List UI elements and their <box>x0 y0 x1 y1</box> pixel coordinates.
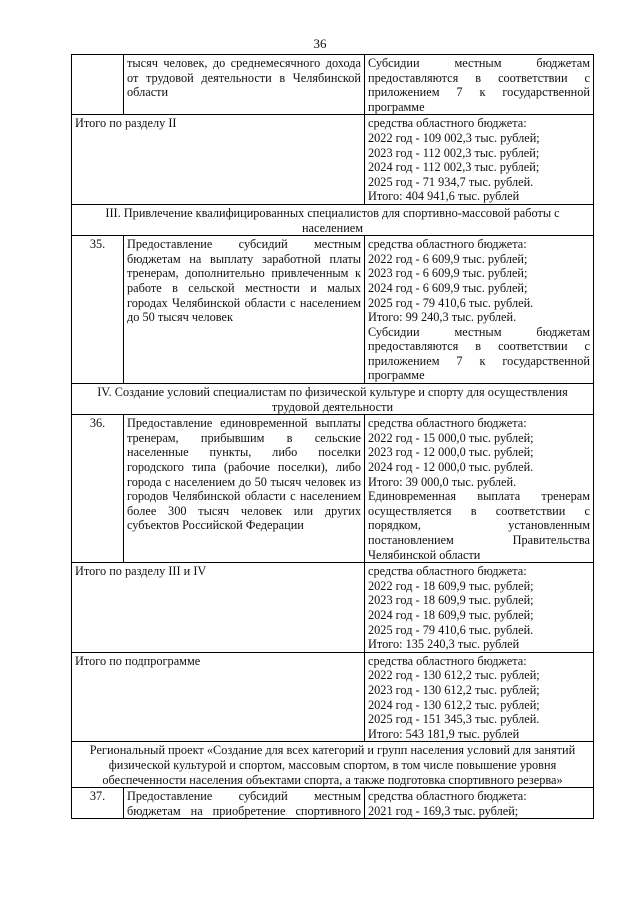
funding-cell <box>365 115 594 205</box>
funding-line: 2022 год - 15 000,0 тыс. рублей; <box>368 430 534 445</box>
funding-note: Субсидии местным бюджетам предоставляются в соответствии с приложением 7 к государственной программе <box>368 324 590 383</box>
funding-line: средства областного бюджета: <box>368 237 527 252</box>
row-number <box>72 55 124 115</box>
funding-line: 2025 год - 79 410,6 тыс. рублей. <box>368 622 534 637</box>
funding-line: 2023 год - 6 609,9 тыс. рублей; <box>368 266 528 281</box>
table-row <box>72 55 594 115</box>
funding-line: 2024 год - 6 609,9 тыс. рублей; <box>368 280 528 295</box>
total-label: Итого по подпрограмме <box>72 652 365 742</box>
funding-cell <box>365 415 594 563</box>
funding-line: 2023 год - 112 002,3 тыс. рублей; <box>368 145 540 160</box>
table-row <box>72 788 594 819</box>
table-row <box>72 236 594 384</box>
row-number: 35. <box>72 236 124 384</box>
funding-cell <box>365 563 594 653</box>
funding-line: 2025 год - 79 410,6 тыс. рублей. <box>368 295 534 310</box>
regional-project-row <box>72 742 594 788</box>
funding-line: 2022 год - 109 002,3 тыс. рублей; <box>368 130 540 145</box>
funding-line: средства областного бюджета: <box>368 789 527 804</box>
funding-line: 2023 год - 18 609,9 тыс. рублей; <box>368 593 534 608</box>
funding-line: Итого: 99 240,3 тыс. рублей. <box>368 310 517 325</box>
regional-project-title: Региональный проект «Создание для всех категорий и групп населения условий для занятий физической культурой и спортом, массовым спортом, в том числе повышение уровня обеспеченности населения объектами спорта, а также подготовка спортивного резерва» <box>72 742 594 788</box>
funding-line: Итого: 135 240,3 тыс. рублей <box>368 637 520 652</box>
funding-line: 2022 год - 130 612,2 тыс. рублей; <box>368 668 540 683</box>
funding-line: 2022 год - 6 609,9 тыс. рублей; <box>368 251 528 266</box>
funding-line: 2023 год - 12 000,0 тыс. рублей; <box>368 445 534 460</box>
section-header-row <box>72 204 594 235</box>
funding-cell <box>365 652 594 742</box>
measure-description: Предоставление субсидий местным бюджетам на выплату заработной платы тренерам, дополнительно привлеченным к работе в сельской местности и малых городах Челябинской области с населением до 50 тысяч человек <box>124 236 365 384</box>
row-number: 36. <box>72 415 124 563</box>
funding-line: 2025 год - 71 934,7 тыс. рублей. <box>368 174 534 189</box>
total-label: Итого по разделу III и IV <box>72 563 365 653</box>
subprogram-total-row <box>72 652 594 742</box>
measure-description: Предоставление субсидий местным бюджетам на приобретение спортивного <box>124 788 365 819</box>
funding-line: средства областного бюджета: <box>368 564 527 579</box>
table-row <box>72 415 594 563</box>
funding-line: 2021 год - 169,3 тыс. рублей; <box>368 803 519 818</box>
section-total-row <box>72 115 594 205</box>
total-label: Итого по разделу II <box>72 115 365 205</box>
program-table <box>71 54 594 819</box>
funding-line: 2022 год - 18 609,9 тыс. рублей; <box>368 578 534 593</box>
funding-line: 2024 год - 112 002,3 тыс. рублей; <box>368 160 540 175</box>
funding-cell <box>365 236 594 384</box>
funding-note: Единовременная выплата тренерам осуществляется в соответствии с порядком, установленным постановлением Правительства Челябинской области <box>368 489 590 562</box>
page-number: 36 <box>313 36 327 51</box>
funding-note: Субсидии местным бюджетам предоставляются в соответствии с приложением 7 к государственной программе <box>365 55 594 115</box>
funding-line: 2025 год - 151 345,3 тыс. рублей. <box>368 712 540 727</box>
measure-description: Предоставление единовременной выплаты тренерам, прибывшим в сельские населенные пункты, либо поселки городского типа (рабочие поселки), либо города с населением до 50 тысяч человек из городов Челябинской области с населением более 300 тысяч человек или других субъектов Российской Федерации <box>124 415 365 563</box>
funding-line: средства областного бюджета: <box>368 416 527 431</box>
funding-cell <box>365 788 594 819</box>
funding-line: средства областного бюджета: <box>368 116 527 131</box>
section-total-row <box>72 563 594 653</box>
funding-line: Итого: 39 000,0 тыс. рублей. <box>368 474 517 489</box>
section-title: IV. Создание условий специалистам по физической культуре и спорту для осуществления трудовой деятельности <box>72 384 594 415</box>
funding-line: Итого: 404 941,6 тыс. рублей <box>368 189 520 204</box>
funding-line: 2024 год - 18 609,9 тыс. рублей; <box>368 607 534 622</box>
measure-description: тысяч человек, до среднемесячного дохода от трудовой деятельности в Челябинской области <box>124 55 365 115</box>
funding-line: средства областного бюджета: <box>368 653 527 668</box>
section-header-row <box>72 384 594 415</box>
section-title: III. Привлечение квалифицированных специалистов для спортивно-массовой работы с населением <box>72 204 594 235</box>
funding-line: 2023 год - 130 612,2 тыс. рублей; <box>368 682 540 697</box>
row-number: 37. <box>72 788 124 819</box>
funding-line: 2024 год - 12 000,0 тыс. рублей. <box>368 460 534 475</box>
funding-line: Итого: 543 181,9 тыс. рублей <box>368 726 520 741</box>
funding-line: 2024 год - 130 612,2 тыс. рублей; <box>368 697 540 712</box>
